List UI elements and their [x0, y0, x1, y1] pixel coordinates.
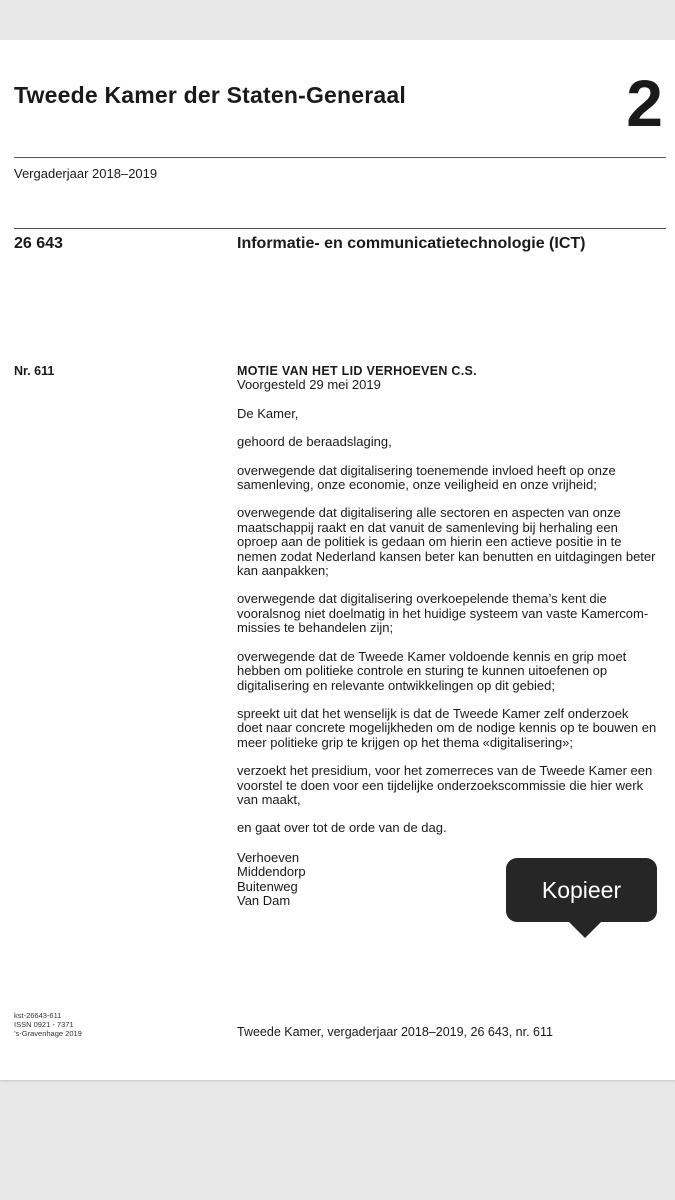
chamber-title: Tweede Kamer der Staten-Generaal — [14, 82, 407, 108]
paragraph: verzoekt het presidium, voor het zomerreces van de Tweede Kamer een voorstel te doen voor een tijdelijke onderzoekscommissie die hier werk van maakt, — [237, 763, 653, 807]
session-year: Vergaderjaar 2018–2019 — [14, 166, 158, 181]
signatory: Middendorp — [237, 864, 306, 880]
signatory: Verhoeven — [237, 849, 300, 865]
chamber-number: 2 — [626, 66, 663, 140]
paragraph: spreekt uit dat het wenselijk is dat de Tweede Kamer zelf onderzoek doet naar concrete mogelijkheden om de nodige kennis op te bouwen en meer politieke grip te krijgen op het thema «digitalisering»; — [237, 705, 657, 750]
dossier-title: Informatie- en communicatietechnologie (ICT) — [237, 235, 586, 252]
paragraph: gehoord de beraadslaging, — [237, 434, 392, 450]
paragraph: overwegende dat digitalisering toenemende invloed heeft op onze samenleving, onze economie, onze veiligheid en onze vrijheid; — [237, 462, 616, 493]
signatory: Buitenweg — [237, 878, 298, 894]
motion-body — [237, 364, 657, 908]
footer-kst: kst-26643-611 — [14, 1011, 62, 1020]
dossier-number: 26 643 — [14, 235, 63, 252]
document-number: Nr. 611 — [14, 364, 55, 378]
paragraph: overwegende dat de Tweede Kamer voldoende kennis en grip moet hebben om politieke controle en sturing te kunnen uitoefenen op digitalisering en relevante ontwikkelingen op dit gebied; — [237, 648, 627, 693]
signatory: Van Dam — [237, 892, 291, 908]
divider-middle — [14, 228, 666, 229]
divider-top — [14, 157, 666, 158]
paragraph: overwegende dat digitalisering overkoepelende thema’s kent die vooralsnog niet doelmatig in het huidige systeem van vaste Kamercom-missies te behandelen zijn; — [237, 591, 649, 636]
tooltip-arrow — [568, 921, 602, 938]
footer-citation: Tweede Kamer, vergaderjaar 2018–2019, 26 643, nr. 611 — [237, 1025, 553, 1039]
footer-meta — [14, 1011, 82, 1038]
proposed-date: Voorgesteld 29 mei 2019 — [237, 377, 381, 393]
footer-place: ’s-Gravenhage 2019 — [14, 1029, 82, 1038]
paragraph: overwegende dat digitalisering alle sectoren en aspecten van onze maatschappij raakt en dat vanuit de samenleving bij herhaling een oproep aan de politiek is gedaan om hierin een actieve positie in te nemen zodat Nederland kansen beter kan benutten en uitdagingen beter kan aanpakken; — [237, 505, 656, 579]
motion-title: MOTIE VAN HET LID VERHOEVEN C.S. — [237, 364, 477, 378]
copy-button[interactable]: Kopieer — [506, 858, 657, 922]
paragraph: De Kamer, — [237, 405, 299, 421]
paragraph: en gaat over tot de orde van de dag. — [237, 820, 447, 836]
footer-issn: ISSN 0921 - 7371 — [14, 1020, 74, 1029]
